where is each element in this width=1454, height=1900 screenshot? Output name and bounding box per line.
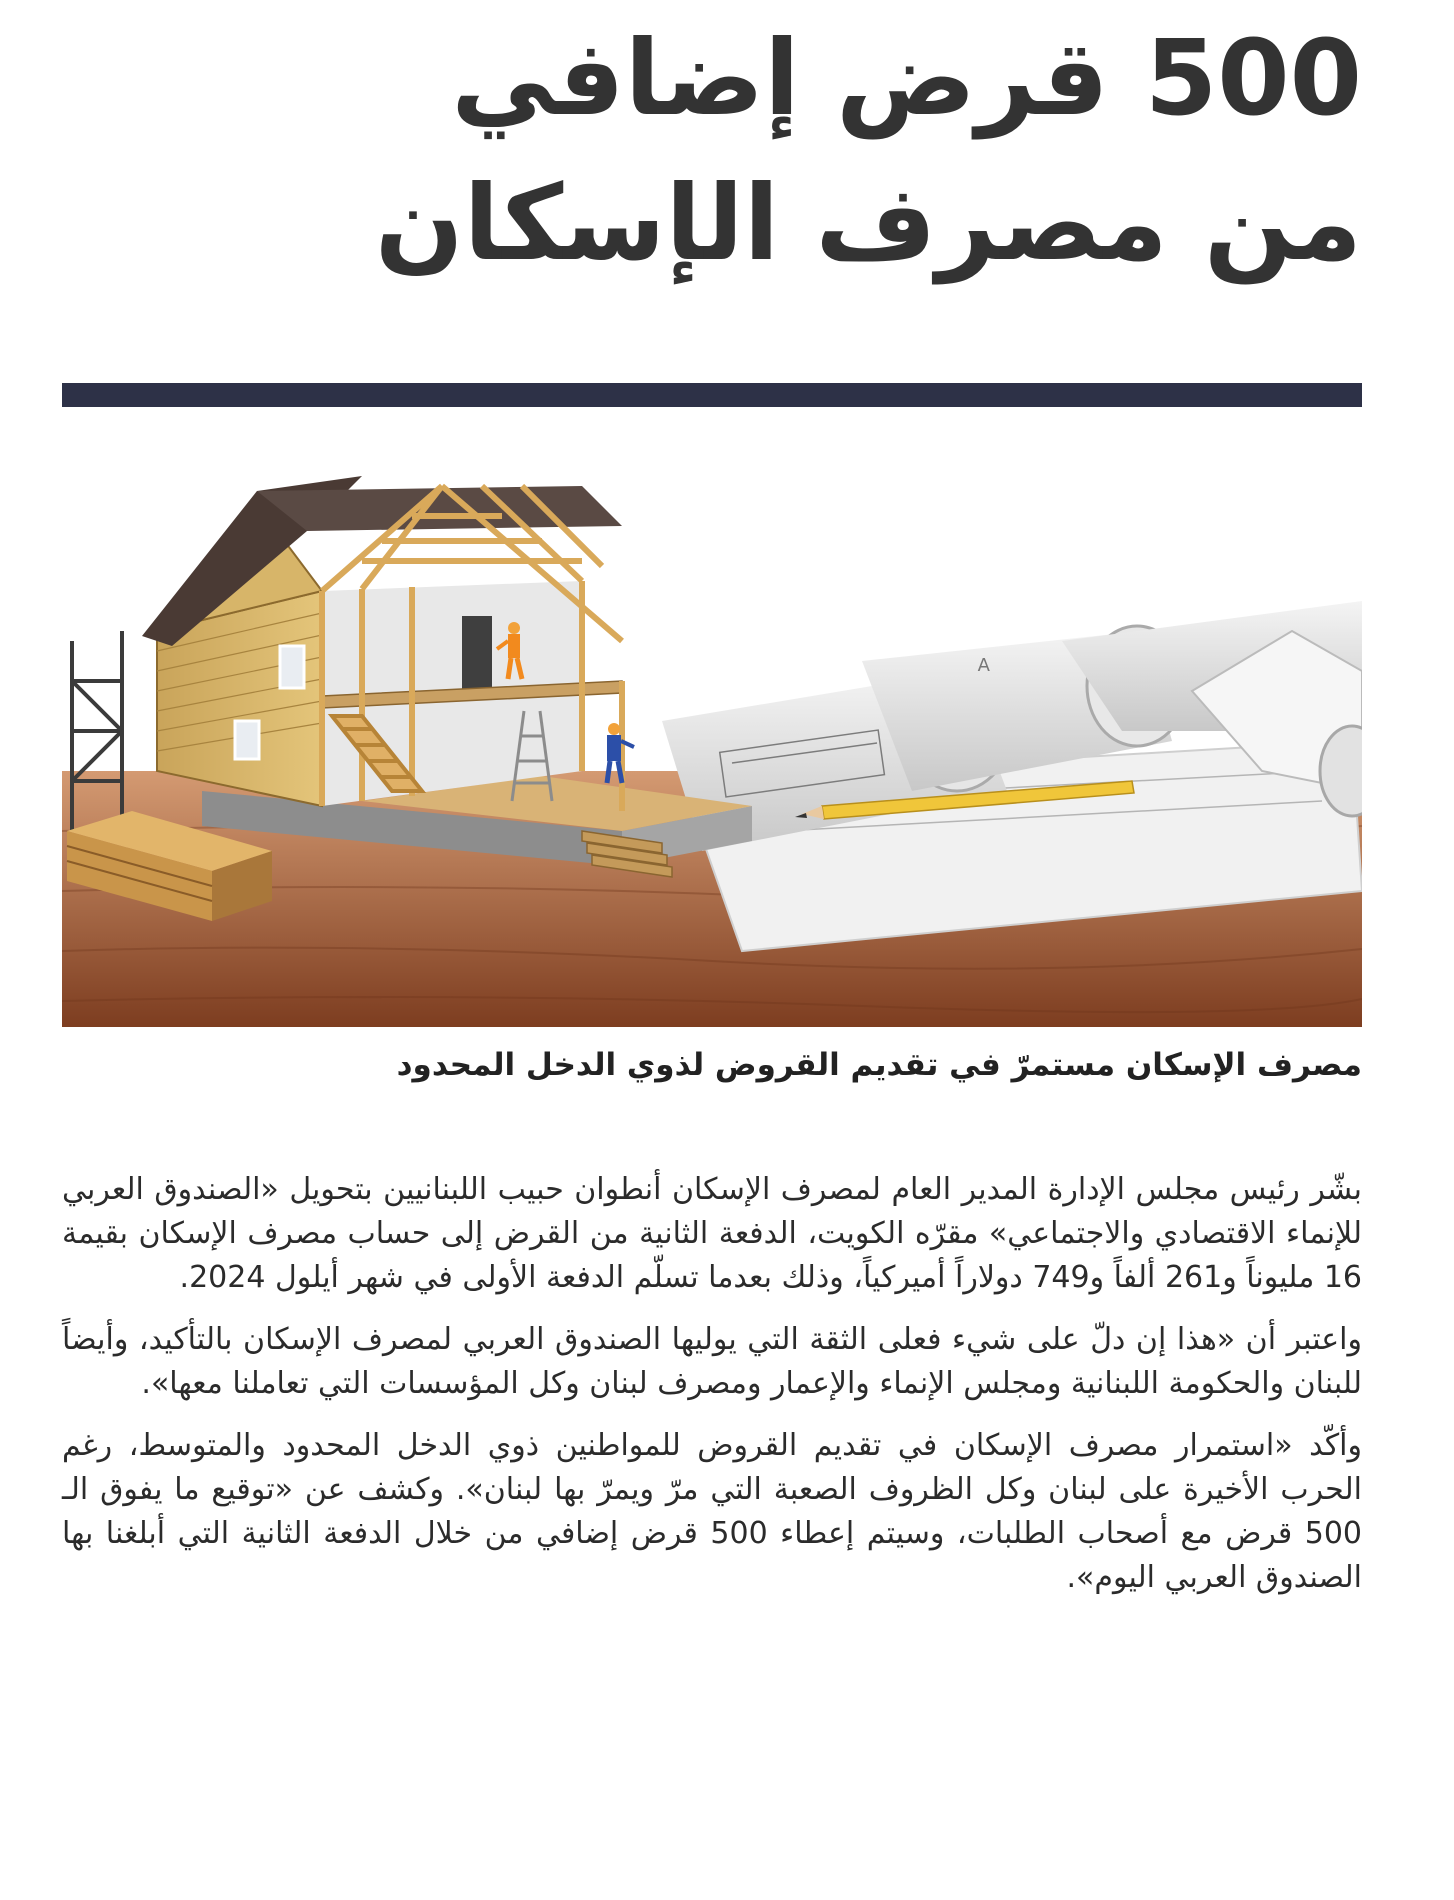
headline-line-1: 500 قرض إضافي <box>451 17 1362 139</box>
headline-divider <box>62 383 1362 407</box>
article-headline <box>112 6 1362 296</box>
house-window-upper <box>280 646 304 688</box>
svg-text:A: A <box>977 655 990 676</box>
headline-line-2: من مصرف الإسكان <box>374 162 1362 284</box>
body-paragraph: وأكّد «استمرار مصرف الإسكان في تقديم القروض للمواطنين ذوي الدخل المحدود والمتوسط، رغم الحرب الأخيرة على لبنان وكل الظروف الصعبة التي مرّ ويمرّ بها لبنان». وكشف عن «توقيع ما يفوق الـ 500 قرض مع أصحاب الطلبات، وسيتم إعطاء 500 قرض إضافي من خلال الدفعة الثانية التي أبلغنا بها الصندوق العربي اليوم». <box>62 1428 1362 1595</box>
article-body <box>62 1168 1362 1618</box>
image-caption: مصرف الإسكان مستمرّ في تقديم القروض لذوي الدخل المحدود <box>396 1047 1362 1083</box>
hero-image <box>62 471 1362 1027</box>
house-window-lower <box>235 721 259 759</box>
body-paragraph: واعتبر أن «هذا إن دلّ على شيء فعلى الثقة التي يوليها الصندوق العربي لمصرف الإسكان بالتأكيد، وأيضاً للبنان والحكومة اللبنانية ومجلس الإنماء والإعمار ومصرف لبنان وكل المؤسسات التي تعاملنا معها». <box>62 1322 1362 1401</box>
body-paragraph: بشّر رئيس مجلس الإدارة المدير العام لمصرف الإسكان أنطوان حبيب اللبنانيين بتحويل «الصندوق العربي للإنماء الاقتصادي والاجتماعي» مقرّه الكويت، الدفعة الثانية من القرض إلى حساب مصرف الإسكان بقيمة 16 مليوناً و261 ألفاً و749 دولاراً أميركياً، وذلك بعدما تسلّم الدفعة الأولى في شهر أيلول 2024. <box>62 1172 1362 1295</box>
